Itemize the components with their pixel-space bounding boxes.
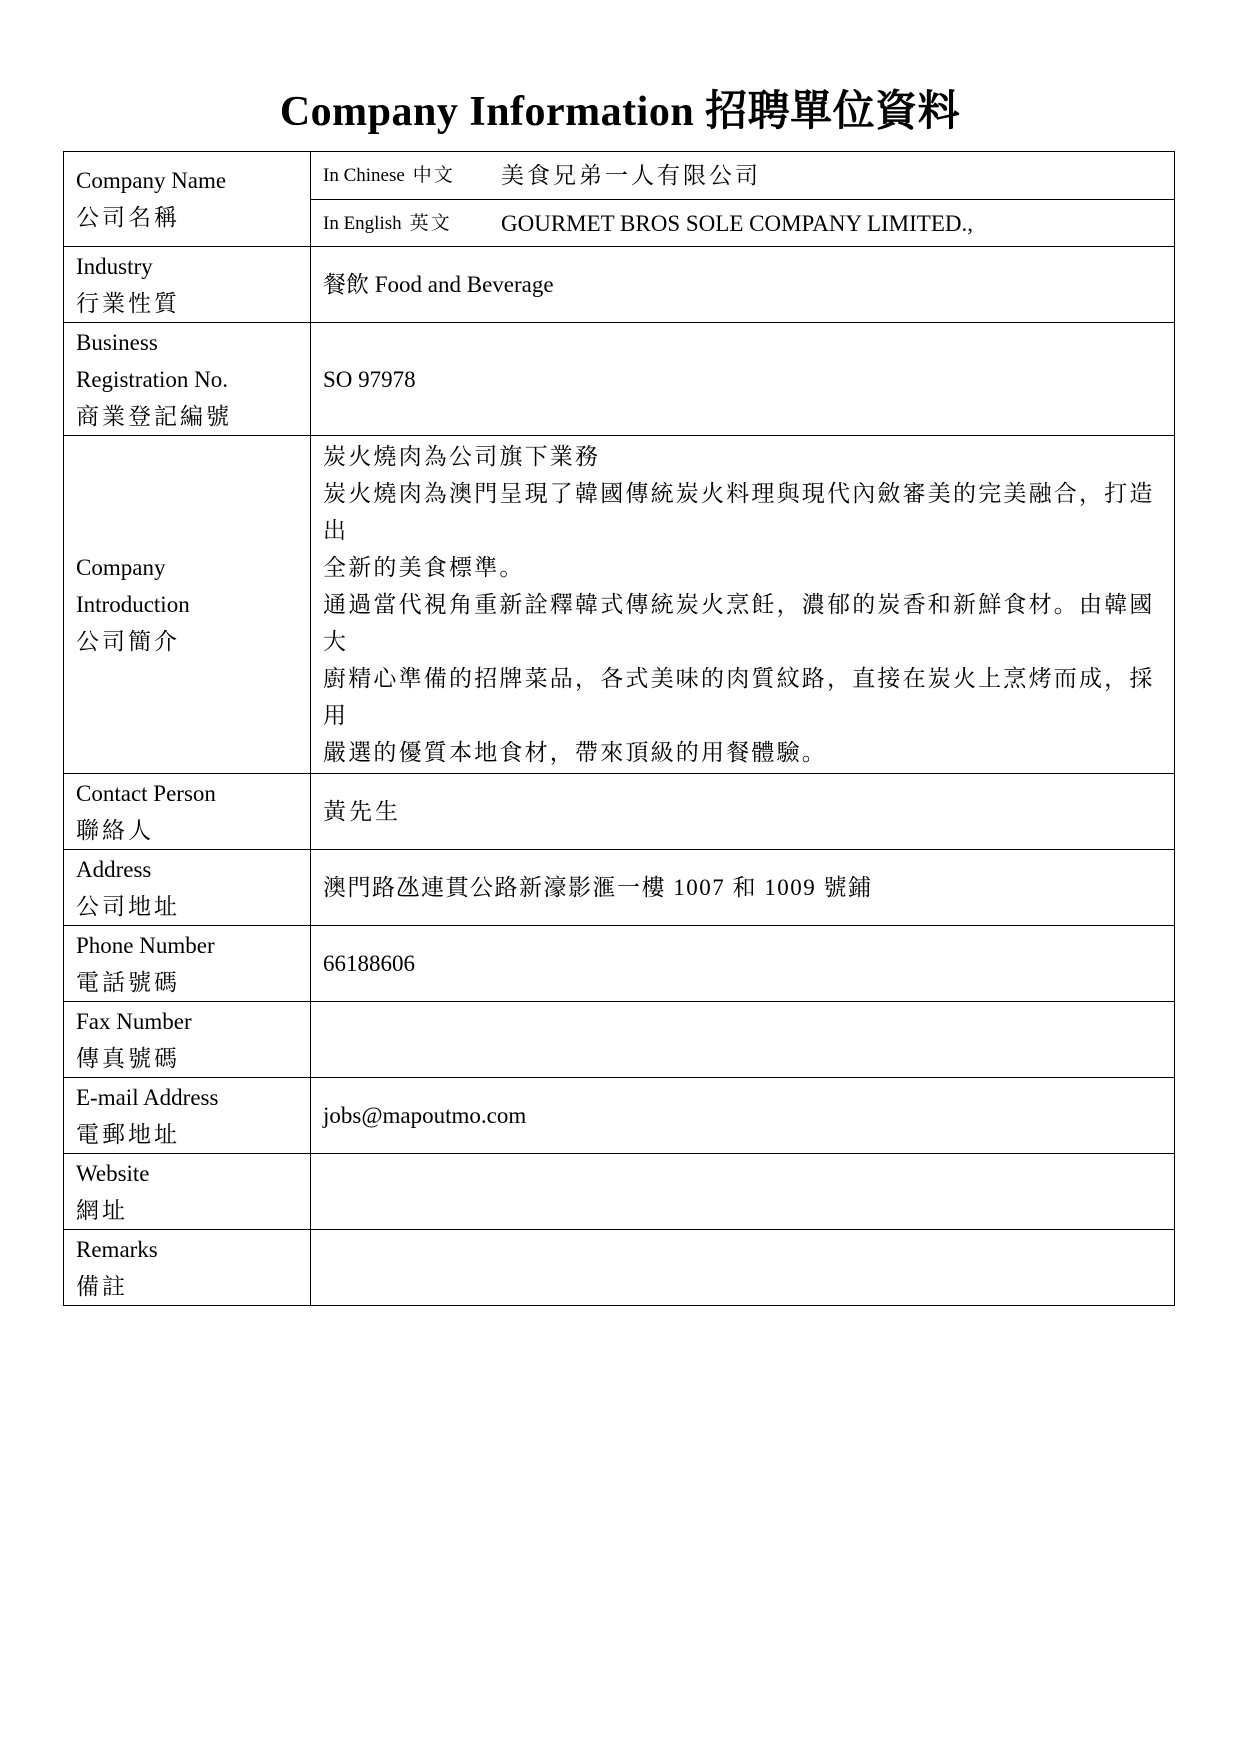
phone-label bbox=[64, 926, 311, 1002]
website-label-zh: 網址 bbox=[76, 1197, 128, 1223]
company-name-row bbox=[64, 152, 1175, 200]
company-info-table bbox=[63, 151, 1175, 1306]
contact-person-label-en: Contact Person bbox=[76, 780, 216, 806]
phone-value: 66188606 bbox=[311, 926, 1175, 1002]
introduction-line: 全新的美食標準。 bbox=[323, 555, 525, 580]
introduction-line: 通過當代視角重新詮釋韓式傳統炭火烹飪，濃郁的炭香和新鮮食材。由韓國大 bbox=[323, 592, 1155, 654]
fax-label bbox=[64, 1002, 311, 1078]
in-chinese-label-zh: 中文 bbox=[412, 165, 455, 186]
phone-label-en: Phone Number bbox=[76, 932, 215, 958]
company-name-label bbox=[64, 152, 311, 247]
remarks-label-zh: 備註 bbox=[76, 1273, 128, 1299]
in-english-label bbox=[323, 205, 501, 242]
company-name-chinese-value: 美食兄弟一人有限公司 bbox=[501, 163, 761, 188]
company-name-english-cell bbox=[311, 200, 1175, 247]
introduction-value bbox=[311, 436, 1175, 774]
remarks-row bbox=[64, 1230, 1175, 1306]
phone-row bbox=[64, 926, 1175, 1002]
page-title: Company Information 招聘單位資料 bbox=[279, 89, 961, 135]
address-label-zh: 公司地址 bbox=[76, 893, 180, 919]
in-chinese-label bbox=[323, 157, 501, 194]
in-english-label-en: In English bbox=[323, 212, 402, 234]
industry-label-zh: 行業性質 bbox=[76, 290, 180, 316]
website-value bbox=[311, 1154, 1175, 1230]
business-registration-label-en-1: Business bbox=[76, 329, 158, 355]
contact-person-value: 黃先生 bbox=[311, 774, 1175, 850]
contact-person-row bbox=[64, 774, 1175, 850]
company-name-english-value: GOURMET BROS SOLE COMPANY LIMITED., bbox=[501, 210, 973, 236]
company-name-label-en: Company Name bbox=[76, 168, 227, 193]
business-registration-row bbox=[64, 323, 1175, 436]
remarks-label bbox=[64, 1230, 311, 1306]
phone-label-zh: 電話號碼 bbox=[76, 969, 180, 995]
industry-label-en: Industry bbox=[76, 253, 153, 279]
industry-label bbox=[64, 247, 311, 323]
company-name-label-zh: 公司名稱 bbox=[76, 205, 180, 230]
introduction-line: 炭火燒肉為澳門呈現了韓國傳統炭火料理與現代內斂審美的完美融合，打造出 bbox=[323, 481, 1155, 543]
contact-person-label bbox=[64, 774, 311, 850]
introduction-line: 嚴選的優質本地食材，帶來頂級的用餐體驗。 bbox=[323, 740, 827, 765]
company-name-chinese-cell bbox=[311, 152, 1175, 200]
email-label-zh: 電郵地址 bbox=[76, 1121, 180, 1147]
introduction-row bbox=[64, 436, 1175, 774]
website-label bbox=[64, 1154, 311, 1230]
introduction-label bbox=[64, 436, 311, 774]
industry-value: 餐飲 Food and Beverage bbox=[311, 247, 1175, 323]
business-registration-label-zh: 商業登記編號 bbox=[76, 403, 232, 429]
fax-row bbox=[64, 1002, 1175, 1078]
contact-person-label-zh: 聯絡人 bbox=[76, 817, 154, 843]
remarks-label-en: Remarks bbox=[76, 1236, 158, 1262]
in-chinese-label-en: In Chinese bbox=[323, 165, 405, 186]
business-registration-label-en-2: Registration No. bbox=[76, 366, 229, 392]
introduction-line: 炭火燒肉為公司旗下業務 bbox=[323, 444, 601, 469]
email-value: jobs@mapoutmo.com bbox=[311, 1078, 1175, 1154]
email-row bbox=[64, 1078, 1175, 1154]
industry-row bbox=[64, 247, 1175, 323]
email-label bbox=[64, 1078, 311, 1154]
email-label-en: E-mail Address bbox=[76, 1084, 219, 1110]
fax-value bbox=[311, 1002, 1175, 1078]
address-label bbox=[64, 850, 311, 926]
business-registration-value: SO 97978 bbox=[311, 323, 1175, 436]
address-value: 澳門路氹連貫公路新濠影滙一樓 1007 和 1009 號鋪 bbox=[311, 850, 1175, 926]
business-registration-label bbox=[64, 323, 311, 436]
introduction-label-zh: 公司簡介 bbox=[76, 629, 180, 654]
fax-label-en: Fax Number bbox=[76, 1008, 192, 1034]
address-label-en: Address bbox=[76, 856, 152, 882]
introduction-label-en-1: Company bbox=[76, 555, 166, 580]
address-row bbox=[64, 850, 1175, 926]
website-row bbox=[64, 1154, 1175, 1230]
introduction-label-en-2: Introduction bbox=[76, 592, 190, 617]
in-english-label-zh: 英文 bbox=[409, 212, 452, 234]
introduction-line: 廚精心準備的招牌菜品，各式美味的肉質紋路，直接在炭火上烹烤而成，採用 bbox=[323, 666, 1155, 728]
website-label-en: Website bbox=[76, 1160, 150, 1186]
remarks-value bbox=[311, 1230, 1175, 1306]
fax-label-zh: 傳真號碼 bbox=[76, 1045, 180, 1071]
